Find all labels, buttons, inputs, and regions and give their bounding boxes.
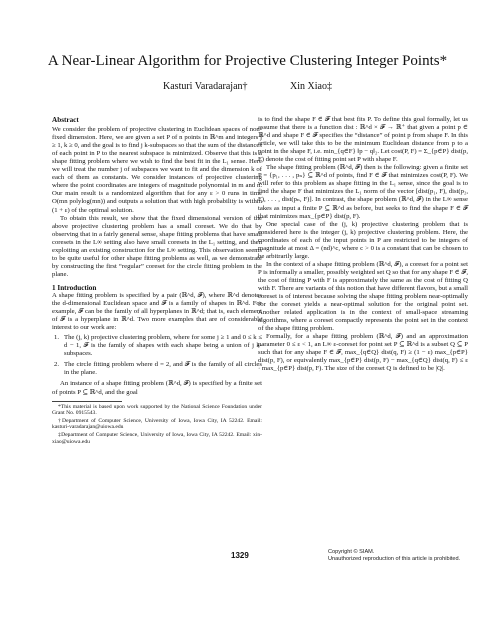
footnote-author-1: †Department of Computer Science, University of Iowa, Iowa City, IA 52242. Email: kasturi-varadarajan@uiowa.edu bbox=[52, 417, 262, 431]
example-list bbox=[52, 334, 262, 377]
list-item-number: 2. bbox=[54, 361, 60, 369]
body-paragraph-1: is to find the shape F ∈ 𝓕 that best fits P. To define this goal formally, let us assume that there is a function dist : ℝ^d × 𝓕 → ℝ⁺ that given a point p ∈ ℝ^d and shape F ∈ 𝓕 specifies the “distance” of point p from shape F. In this article, we will take this to be the minimum Euclidean distance from p to a point in the shape F, i.e. min_{q∈F} ‖p − q‖₂. Let cost(P, F) = Σ_{p∈P} dist(p, F) denote the cost of fitting point set P with shape F. bbox=[258, 116, 468, 164]
copyright-notice bbox=[328, 549, 460, 563]
list-item-text: The (j, k) projective clustering problem, where for some j ≥ 1 and 0 ≤ k ≤ d − 1, 𝓕 is the family of shapes with each shape being a union of j k-subspaces. bbox=[64, 334, 262, 358]
intro-heading: 1 Introduction bbox=[52, 283, 97, 292]
author-2: Xin Xiao‡ bbox=[290, 81, 332, 92]
author-1: Kasturi Varadarajan† bbox=[163, 81, 248, 92]
abstract-paragraph-1: We consider the problem of projective clustering in Euclidean spaces of non-fixed dimension. Here, we are given a set P of n points in ℝ^m and integers j ≥ 1, k ≥ 0, and the goal is to find j k-subspaces so that the sum of the distances of each point in P to the nearest subspace is minimized. Observe that this is a shape fitting problem where we wish to find the best fit in the L₁ sense. Here we will treat the number j of subspaces we want to fit and the dimension k of each of them as constants. We consider instances of projective clustering where the point coordinates are integers of magnitude polynomial in m and n. Our main result is a randomized algorithm that for any ε > 0 runs in time O(mn polylog(mn)) and outputs a solution that with high probability is within (1 + ε) of the optimal solution. bbox=[52, 126, 262, 214]
intro-paragraph-2: An instance of a shape fitting problem (ℝ^d, 𝓕) is specified by a finite set of points P ⊆ ℝ^d, and the goal bbox=[52, 380, 262, 396]
left-column bbox=[52, 116, 262, 446]
footnote-divider bbox=[52, 401, 122, 402]
right-column bbox=[258, 116, 468, 374]
footnotes bbox=[52, 404, 262, 446]
footnote-grant: *This material is based upon work supported by the National Science Foundation under Grant No. 0915543. bbox=[52, 403, 262, 417]
list-item bbox=[52, 361, 262, 377]
body-paragraph-3: One special case of the (j, k) projective clustering problem that is considered here is the integer (j, k) projective clustering problem. Here, the coordinates of each of the input points in P are restricted to be integers of magnitude at most Δ = (nd)^c, where c > 0 is a constant that can be chosen to be arbitrarily large. bbox=[258, 220, 468, 260]
abstract-heading: Abstract bbox=[52, 116, 79, 124]
paper-title: A Near-Linear Algorithm for Projective Clustering Integer Points* bbox=[47, 53, 448, 69]
list-item-text: The circle fitting problem where d = 2, and 𝓕 is the family of all circles in the plane. bbox=[64, 361, 262, 377]
abstract-paragraph-2: To obtain this result, we show that the fixed dimensional version of the above projective clustering problem has a small coreset. We do that by observing that in a fairly general sense, shape fitting problems that have small coresets in the L∞ setting also have small coresets in the L₁ setting, and then exploiting an existing construction for the L∞ setting. This observation seems to be quite useful for other shape fitting problems as well, as we demonstrate by constructing the first “regular” coreset for the circle fitting problem in the plane. bbox=[52, 214, 262, 278]
list-item bbox=[52, 334, 262, 358]
body-paragraph-4: In the context of a shape fitting problem (ℝ^d, 𝓕), a coreset for a point set P is informally a smaller, possibly weighted set Q so that for any shape F ∈ 𝓕, the cost of fitting P with F is approximately the same as the cost of fitting Q with F. There are variants of this notion that have different flavors, but a small coreset is of interest because solving the shape fitting problem near-optimally for the coreset yields a near-optimal solution for the original point set. Another related application is in the context of small-space streaming algorithms, where a coreset compactly represents the point set in the context of the shape fitting problem. bbox=[258, 260, 468, 333]
intro-paragraph-1: A shape fitting problem is specified by a pair (ℝ^d, 𝓕), where ℝ^d denotes the d-dimensional Euclidean space and 𝓕 is a family of shapes in ℝ^d. For example, 𝓕 can be the family of all hyperplanes in ℝ^d; that is, each element of 𝓕 is a hyperplane in ℝ^d. Two more examples that are of considerable interest to our work are: bbox=[52, 291, 262, 332]
page-number: 1329 bbox=[231, 551, 249, 560]
copyright-line: Copyright © SIAM. bbox=[328, 549, 375, 555]
body-paragraph-5: Formally, for a shape fitting problem (ℝ^d, 𝓕) and an approximation parameter 0 ≤ ε < 1, an L∞ ε-coreset for point set P ⊆ ℝ^d is a subset Q ⊆ P such that for any shape F ∈ 𝓕, max_{q∈Q} dist(q, F) ≥ (1 − ε) max_{p∈P} dist(p, F), or equivalently max_{p∈P} dist(p, F) − max_{q∈Q} dist(q, F) ≤ ε · max_{p∈P} dist(p, F). The size of the coreset Q is defined to be |Q|. bbox=[258, 333, 468, 373]
author-line bbox=[0, 81, 495, 93]
copyright-line: Unauthorized reproduction of this article is prohibited. bbox=[328, 556, 461, 562]
body-paragraph-2: The shape fitting problem (ℝ^d, 𝓕) then is the following: given a finite set P = {p₁, . . . , pₙ} ⊆ ℝ^d of points, find F ∈ 𝓕 that minimizes cost(P, F). We will refer to this problem as shape fitting in the L₁ sense, since the goal is to find the shape F that minimizes the L₁ norm of the vector [dist(p₁, F), dist(p₂, F), . . . , dist(pₙ, F)]. In contrast, the shape problem (ℝ^d, 𝓕) in the L∞ sense takes as input a finite P ⊆ ℝ^d as before, but seeks to find the shape F ∈ 𝓕 that minimizes max_{p∈P} dist(p, F). bbox=[258, 164, 468, 220]
list-item-number: 1. bbox=[54, 334, 60, 342]
footnote-author-2: ‡Department of Computer Science, University of Iowa, Iowa City, IA 52242. Email: xin-xiao@uiowa.edu bbox=[52, 431, 262, 445]
